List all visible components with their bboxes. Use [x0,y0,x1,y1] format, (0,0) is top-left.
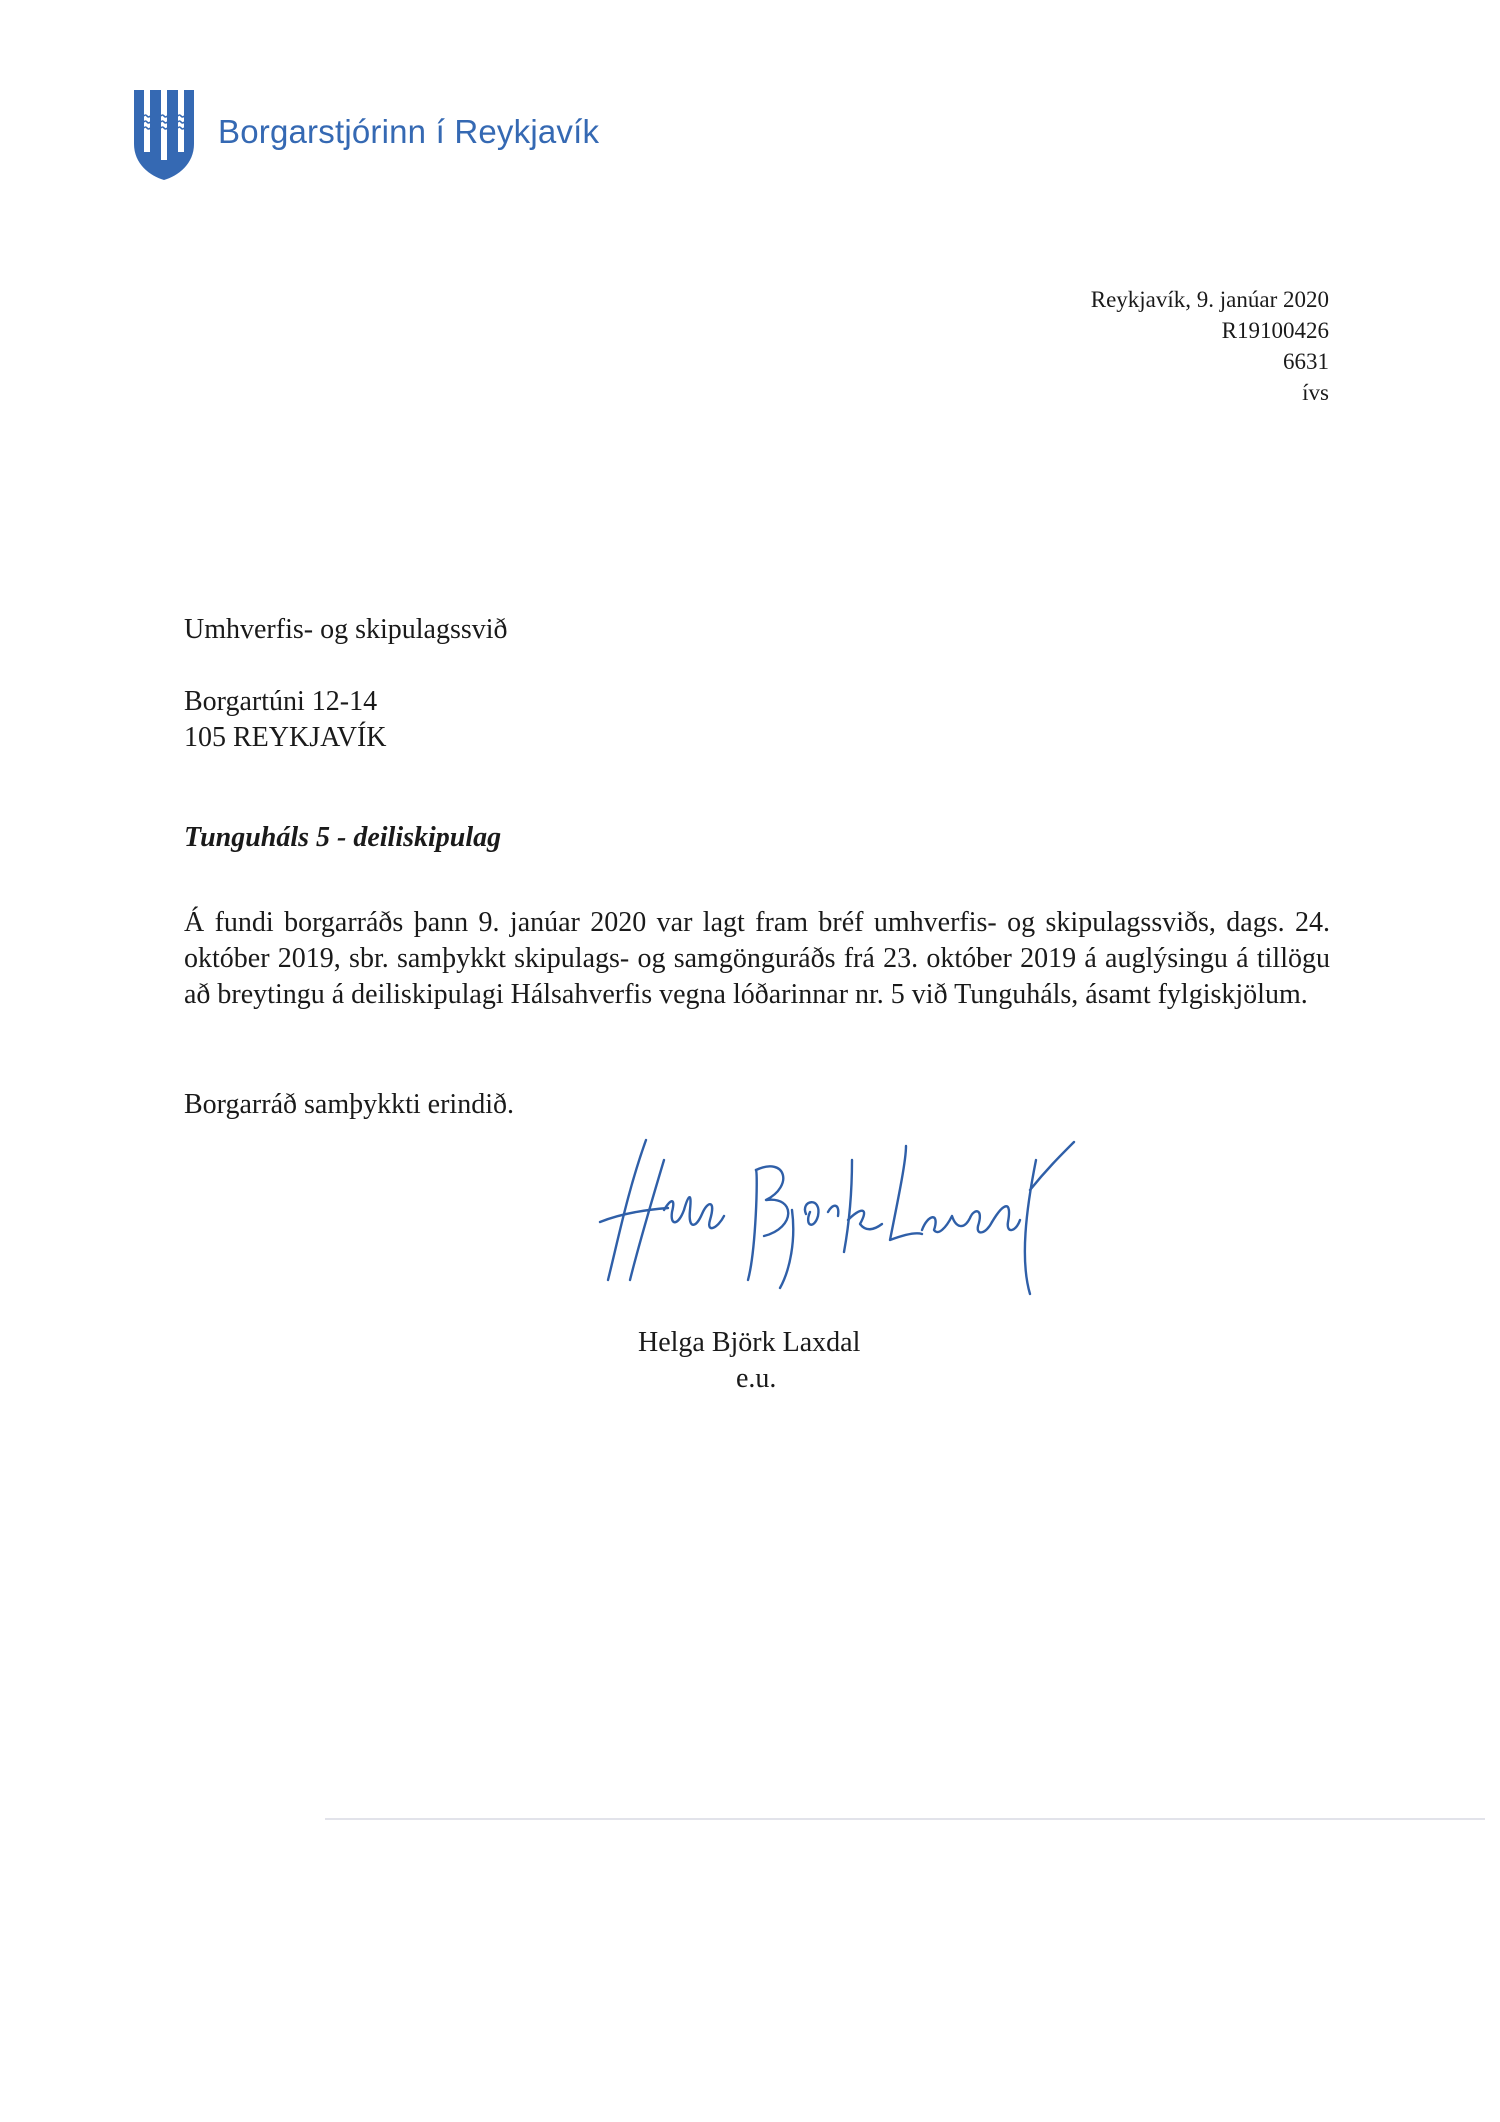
org-name: Borgarstjórinn í Reykjavík [218,112,600,150]
place-date: Reykjavík, 9. janúar 2020 [1090,287,1329,312]
letterhead [132,86,599,182]
recipient-city: 105 REYKJAVÍK [184,722,387,753]
sender-initials: ívs [1302,380,1329,405]
letter-subject: Tunguháls 5 - deiliskipulag [184,822,502,853]
reykjavik-crest-icon [132,86,196,182]
letter-body: Á fundi borgarráðs þann 9. janúar 2020 var lagt fram bréf umhverfis- og skipulagssviðs, dags. 24. október 2019, sbr. samþykkt skipulags- og samgönguráðs frá 23. október 2019 á auglýsingu á tillögu að breytingu á deiliskipulagi Hálsahverfis vegna lóðarinnar nr. 5 við Tunguháls, ásamt fylgiskjölum. [184,907,1330,1010]
reference-block [1091,284,1329,408]
recipient-department: Umhverfis- og skipulagssvið [184,614,508,645]
recipient-address [184,612,508,756]
signatory-name: Helga Björk Laxdal [638,1327,861,1358]
recipient-street: Borgartúni 12-14 [184,686,378,717]
case-number: R19100426 [1221,318,1329,343]
signatory-role: e.u. [736,1363,777,1394]
document-number: 6631 [1283,349,1329,374]
handwritten-signature [560,1130,1080,1300]
signatory [638,1325,860,1397]
letter-closing: Borgarráð samþykkti erindið. [184,1089,514,1120]
footer-divider [325,1818,1485,1820]
